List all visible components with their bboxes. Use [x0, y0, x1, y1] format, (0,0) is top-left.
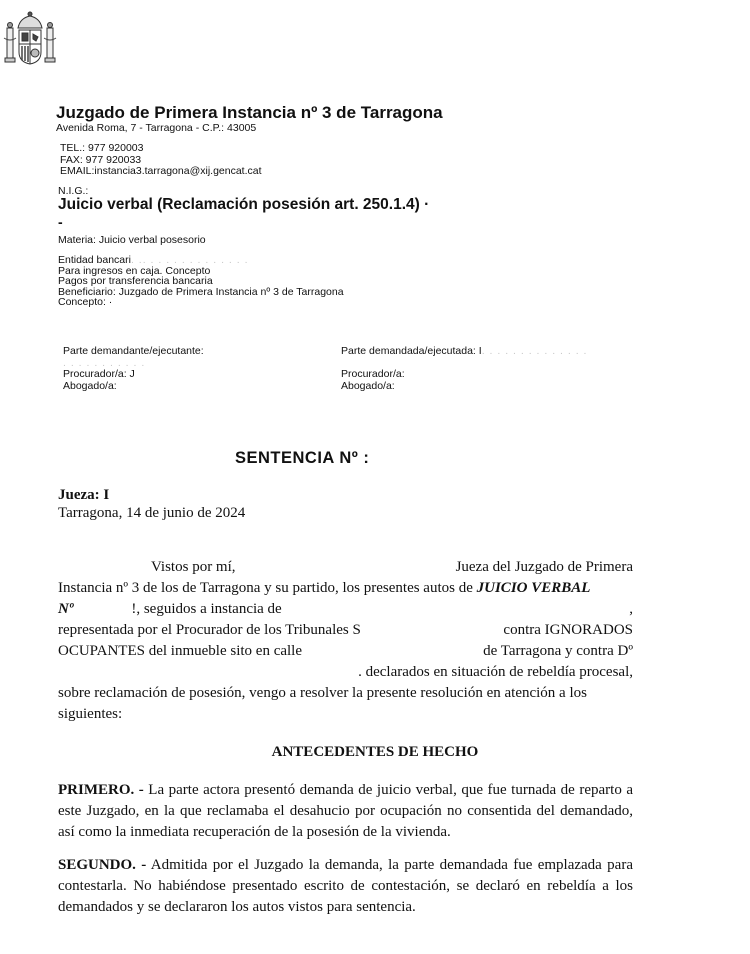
intro-line: OCUPANTES del inmueble sito en calle de Tarragona y contra Dº	[58, 643, 633, 659]
fact-label: SEGUNDO. -	[58, 857, 147, 873]
court-contact	[60, 143, 262, 178]
bank-concept: Concepto: ·	[58, 296, 113, 308]
procedure-title: Juicio verbal (Reclamación posesión art. 250.1.4) ·	[58, 196, 430, 213]
bank-cash-payment: Para ingresos en caja. Concepto	[58, 264, 211, 277]
court-fax: FAX: 977 920033	[60, 153, 142, 166]
plaintiff-label: Parte demandante/ejecutante:	[63, 345, 204, 357]
intro-line: siguientes:	[58, 706, 123, 722]
procedure-number-dash: -	[58, 214, 63, 230]
sentence-title: SENTENCIA Nº :	[235, 449, 370, 467]
court-tel: TEL.: 977 920003	[60, 142, 144, 154]
nig-label: N.I.G.:	[58, 185, 89, 197]
court-address: Avenida Roma, 7 - Tarragona - C.P.: 43005	[56, 122, 257, 134]
fact-text: La parte actora presentó demanda de juicio verbal, que fue turnada de reparto a este Juzgado, en la que reclamaba el desahucio por ocupación no consentida del demandado, así como la inmediata recuperación de la posesión de la vivienda.	[58, 782, 633, 840]
redacted-text: . .. . . . . . . . . . . . . .	[130, 254, 249, 266]
fact-segundo	[58, 855, 633, 918]
intro-line: Vistos por mí, Jueza del Juzgado de Primera	[151, 559, 633, 575]
fact-primero	[58, 780, 633, 843]
materia: Materia: Juicio verbal posesorio	[58, 234, 206, 246]
plaintiff-procurador: Procurador/a: J	[63, 368, 135, 380]
place-date: Tarragona, 14 de junio de 2024	[58, 505, 246, 521]
fact-label: PRIMERO. -	[58, 782, 144, 798]
plaintiff-block	[63, 346, 204, 392]
bank-details	[58, 255, 344, 308]
section-heading: ANTECEDENTES DE HECHO	[271, 744, 479, 760]
plaintiff-abogado: Abogado/a:	[63, 379, 117, 392]
plaintiff-redacted: . . . . . . . . . . .	[63, 356, 146, 369]
bank-entity: Entidad bancari. .. . . . . . . . . . . . . .	[58, 254, 249, 266]
court-email[interactable]: EMAIL:instancia3.tarragona@xij.gencat.cat	[60, 165, 262, 177]
defendant-procurador: Procurador/a:	[341, 368, 405, 380]
defendant-abogado: Abogado/a:	[341, 379, 395, 392]
fact-text: Admitida por el Juzgado la demanda, la parte demandada fue emplazada para contestarla. No habiéndose presentado escrito de contestación, se declaró en rebeldía a los demandados y se declararon los autos vistos para sentencia.	[58, 857, 633, 915]
defendant-block	[341, 346, 587, 392]
defendant-label: Parte demandada/ejecutada: I. . . . . . . . . . . . . .	[341, 345, 588, 357]
intro-line: Instancia nº 3 de los de Tarragona y su partido, los presentes autos de JUICIO VERBAL	[58, 580, 591, 596]
court-name: Juzgado de Primera Instancia nº 3 de Tarragona	[56, 103, 443, 122]
case-type: JUICIO VERBAL	[476, 580, 591, 596]
intro-line: sobre reclamación de posesión, vengo a resolver la presente resolución en atención a los	[58, 685, 587, 701]
defendant-redacted: . . . . . . . . . . . . . .	[481, 345, 588, 357]
intro-paragraph	[58, 557, 633, 725]
intro-line: . declarados en situación de rebeldía procesal,	[358, 664, 633, 680]
judge-name: Jueza: I	[58, 487, 110, 503]
intro-line: representada por el Procurador de los Tribunales S contra IGNORADOS	[58, 622, 633, 638]
intro-line: Nº !, seguidos a instancia de ,	[58, 601, 633, 617]
coat-of-arms-icon	[2, 8, 58, 72]
bank-transfer: Pagos por transferencia bancaria	[58, 275, 213, 287]
bank-beneficiary: Beneficiario: Juzgado de Primera Instancia nº 3 de Tarragona	[58, 285, 344, 298]
